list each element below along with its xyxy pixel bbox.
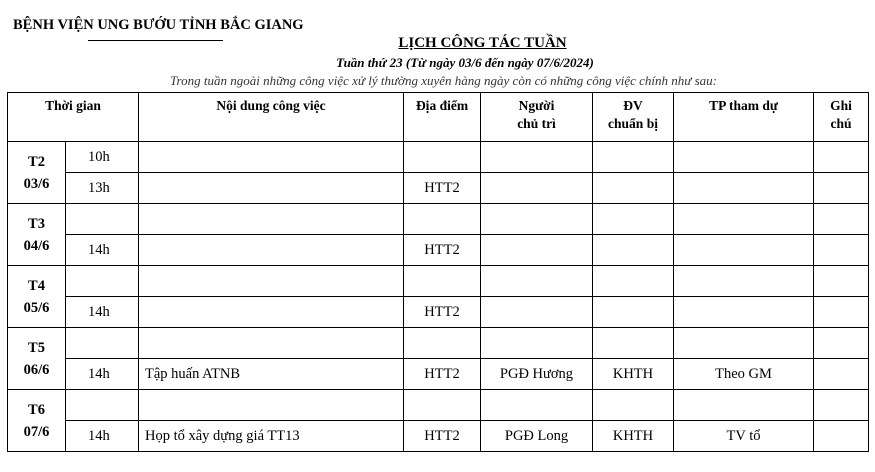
participants-cell: [674, 328, 814, 359]
prep-cell: KHTH: [593, 359, 674, 390]
notes-cell: [814, 142, 869, 173]
participants-cell: [674, 390, 814, 421]
location-cell: HTT2: [404, 173, 481, 204]
day-date: 07/6: [23, 423, 50, 440]
participants-cell: [674, 142, 814, 173]
day-date: 04/6: [23, 237, 50, 254]
notes-cell: [814, 421, 869, 452]
header-prep-line2: chuẩn bị: [608, 116, 658, 131]
location-cell: HTT2: [404, 359, 481, 390]
location-cell: [404, 390, 481, 421]
table-header-row: [8, 93, 869, 142]
time-cell: 13h: [66, 173, 139, 204]
notes-cell: [814, 204, 869, 235]
header-prep-line1: ĐV: [623, 98, 643, 113]
intro-note: Trong tuần ngoài những công việc xử lý thường xuyên hàng ngày còn có những công việc chính như sau:: [170, 73, 717, 88]
location-cell: HTT2: [404, 235, 481, 266]
participants-cell: [674, 173, 814, 204]
time-cell: [66, 390, 139, 421]
header-prep-unit: [593, 93, 674, 142]
header-notes: [814, 93, 869, 142]
day-date: 03/6: [23, 175, 50, 192]
host-cell: [481, 235, 593, 266]
time-cell: 14h: [66, 359, 139, 390]
day-label: T6: [28, 401, 45, 418]
schedule-body: [8, 142, 869, 452]
notes-cell: [814, 235, 869, 266]
host-cell: PGĐ Long: [481, 421, 593, 452]
table-row: [8, 421, 869, 452]
table-row: [8, 297, 869, 328]
location-cell: HTT2: [404, 421, 481, 452]
notes-cell: [814, 390, 869, 421]
participants-cell: [674, 204, 814, 235]
day-label: T3: [28, 215, 45, 232]
header-host-line2: chủ trì: [517, 116, 556, 131]
table-row: [8, 390, 869, 421]
participants-cell: TV tổ: [674, 421, 814, 452]
time-cell: 14h: [66, 421, 139, 452]
time-cell: 14h: [66, 297, 139, 328]
content-cell: [139, 328, 404, 359]
content-cell: [139, 266, 404, 297]
day-date: 06/6: [23, 361, 50, 378]
content-cell: [139, 235, 404, 266]
location-cell: [404, 328, 481, 359]
participants-cell: Theo GM: [674, 359, 814, 390]
header-location: Địa điểm: [404, 93, 481, 142]
content-cell: [139, 142, 404, 173]
day-cell-monday: [8, 142, 66, 204]
day-date: 05/6: [23, 299, 50, 316]
participants-cell: [674, 266, 814, 297]
week-subtitle: Tuần thứ 23 (Từ ngày 03/6 đến ngày 07/6/2024): [336, 55, 594, 70]
prep-cell: [593, 390, 674, 421]
content-cell: [139, 204, 404, 235]
prep-cell: [593, 173, 674, 204]
table-row: [8, 142, 869, 173]
day-cell-wednesday: [8, 266, 66, 328]
content-cell: [139, 173, 404, 204]
prep-cell: [593, 204, 674, 235]
notes-cell: [814, 328, 869, 359]
header-content: Nội dung công việc: [139, 93, 404, 142]
location-cell: [404, 266, 481, 297]
table-row: [8, 359, 869, 390]
host-cell: [481, 297, 593, 328]
table-row: [8, 266, 869, 297]
day-label: T4: [28, 277, 45, 294]
header-time: Thời gian: [8, 93, 139, 142]
content-cell: [139, 390, 404, 421]
participants-cell: [674, 235, 814, 266]
content-cell: [139, 297, 404, 328]
day-label: T2: [28, 153, 45, 170]
time-cell: 14h: [66, 235, 139, 266]
time-cell: [66, 266, 139, 297]
host-cell: PGĐ Hương: [481, 359, 593, 390]
notes-cell: [814, 173, 869, 204]
day-cell-tuesday: [8, 204, 66, 266]
prep-cell: [593, 266, 674, 297]
host-cell: [481, 390, 593, 421]
page-title: LỊCH CÔNG TÁC TUẦN: [398, 35, 567, 51]
notes-cell: [814, 359, 869, 390]
table-row: [8, 328, 869, 359]
time-cell: [66, 328, 139, 359]
prep-cell: [593, 235, 674, 266]
content-cell: Họp tổ xây dựng giá TT13: [139, 421, 404, 452]
host-cell: [481, 266, 593, 297]
prep-cell: [593, 328, 674, 359]
host-cell: [481, 328, 593, 359]
organization-name: BỆNH VIỆN UNG BƯỚU TỈNH BẮC GIANG: [13, 17, 304, 33]
time-cell: 10h: [66, 142, 139, 173]
prep-cell: KHTH: [593, 421, 674, 452]
location-cell: [404, 204, 481, 235]
table-row: [8, 235, 869, 266]
host-cell: [481, 173, 593, 204]
host-cell: [481, 142, 593, 173]
host-cell: [481, 204, 593, 235]
day-label: T5: [28, 339, 45, 356]
time-cell: [66, 204, 139, 235]
location-cell: [404, 142, 481, 173]
header-notes-line1: Ghi: [830, 98, 852, 113]
prep-cell: [593, 297, 674, 328]
header-host-line1: Người: [518, 98, 555, 113]
notes-cell: [814, 297, 869, 328]
day-cell-thursday: [8, 328, 66, 390]
participants-cell: [674, 297, 814, 328]
content-cell: Tập huấn ATNB: [139, 359, 404, 390]
weekly-schedule-table: [7, 92, 869, 452]
table-row: [8, 204, 869, 235]
prep-cell: [593, 142, 674, 173]
notes-cell: [814, 266, 869, 297]
day-cell-friday: [8, 390, 66, 452]
location-cell: HTT2: [404, 297, 481, 328]
header-notes-line2: chú: [830, 116, 852, 131]
header-host: [481, 93, 593, 142]
table-row: [8, 173, 869, 204]
header-participants: TP tham dự: [674, 93, 814, 142]
